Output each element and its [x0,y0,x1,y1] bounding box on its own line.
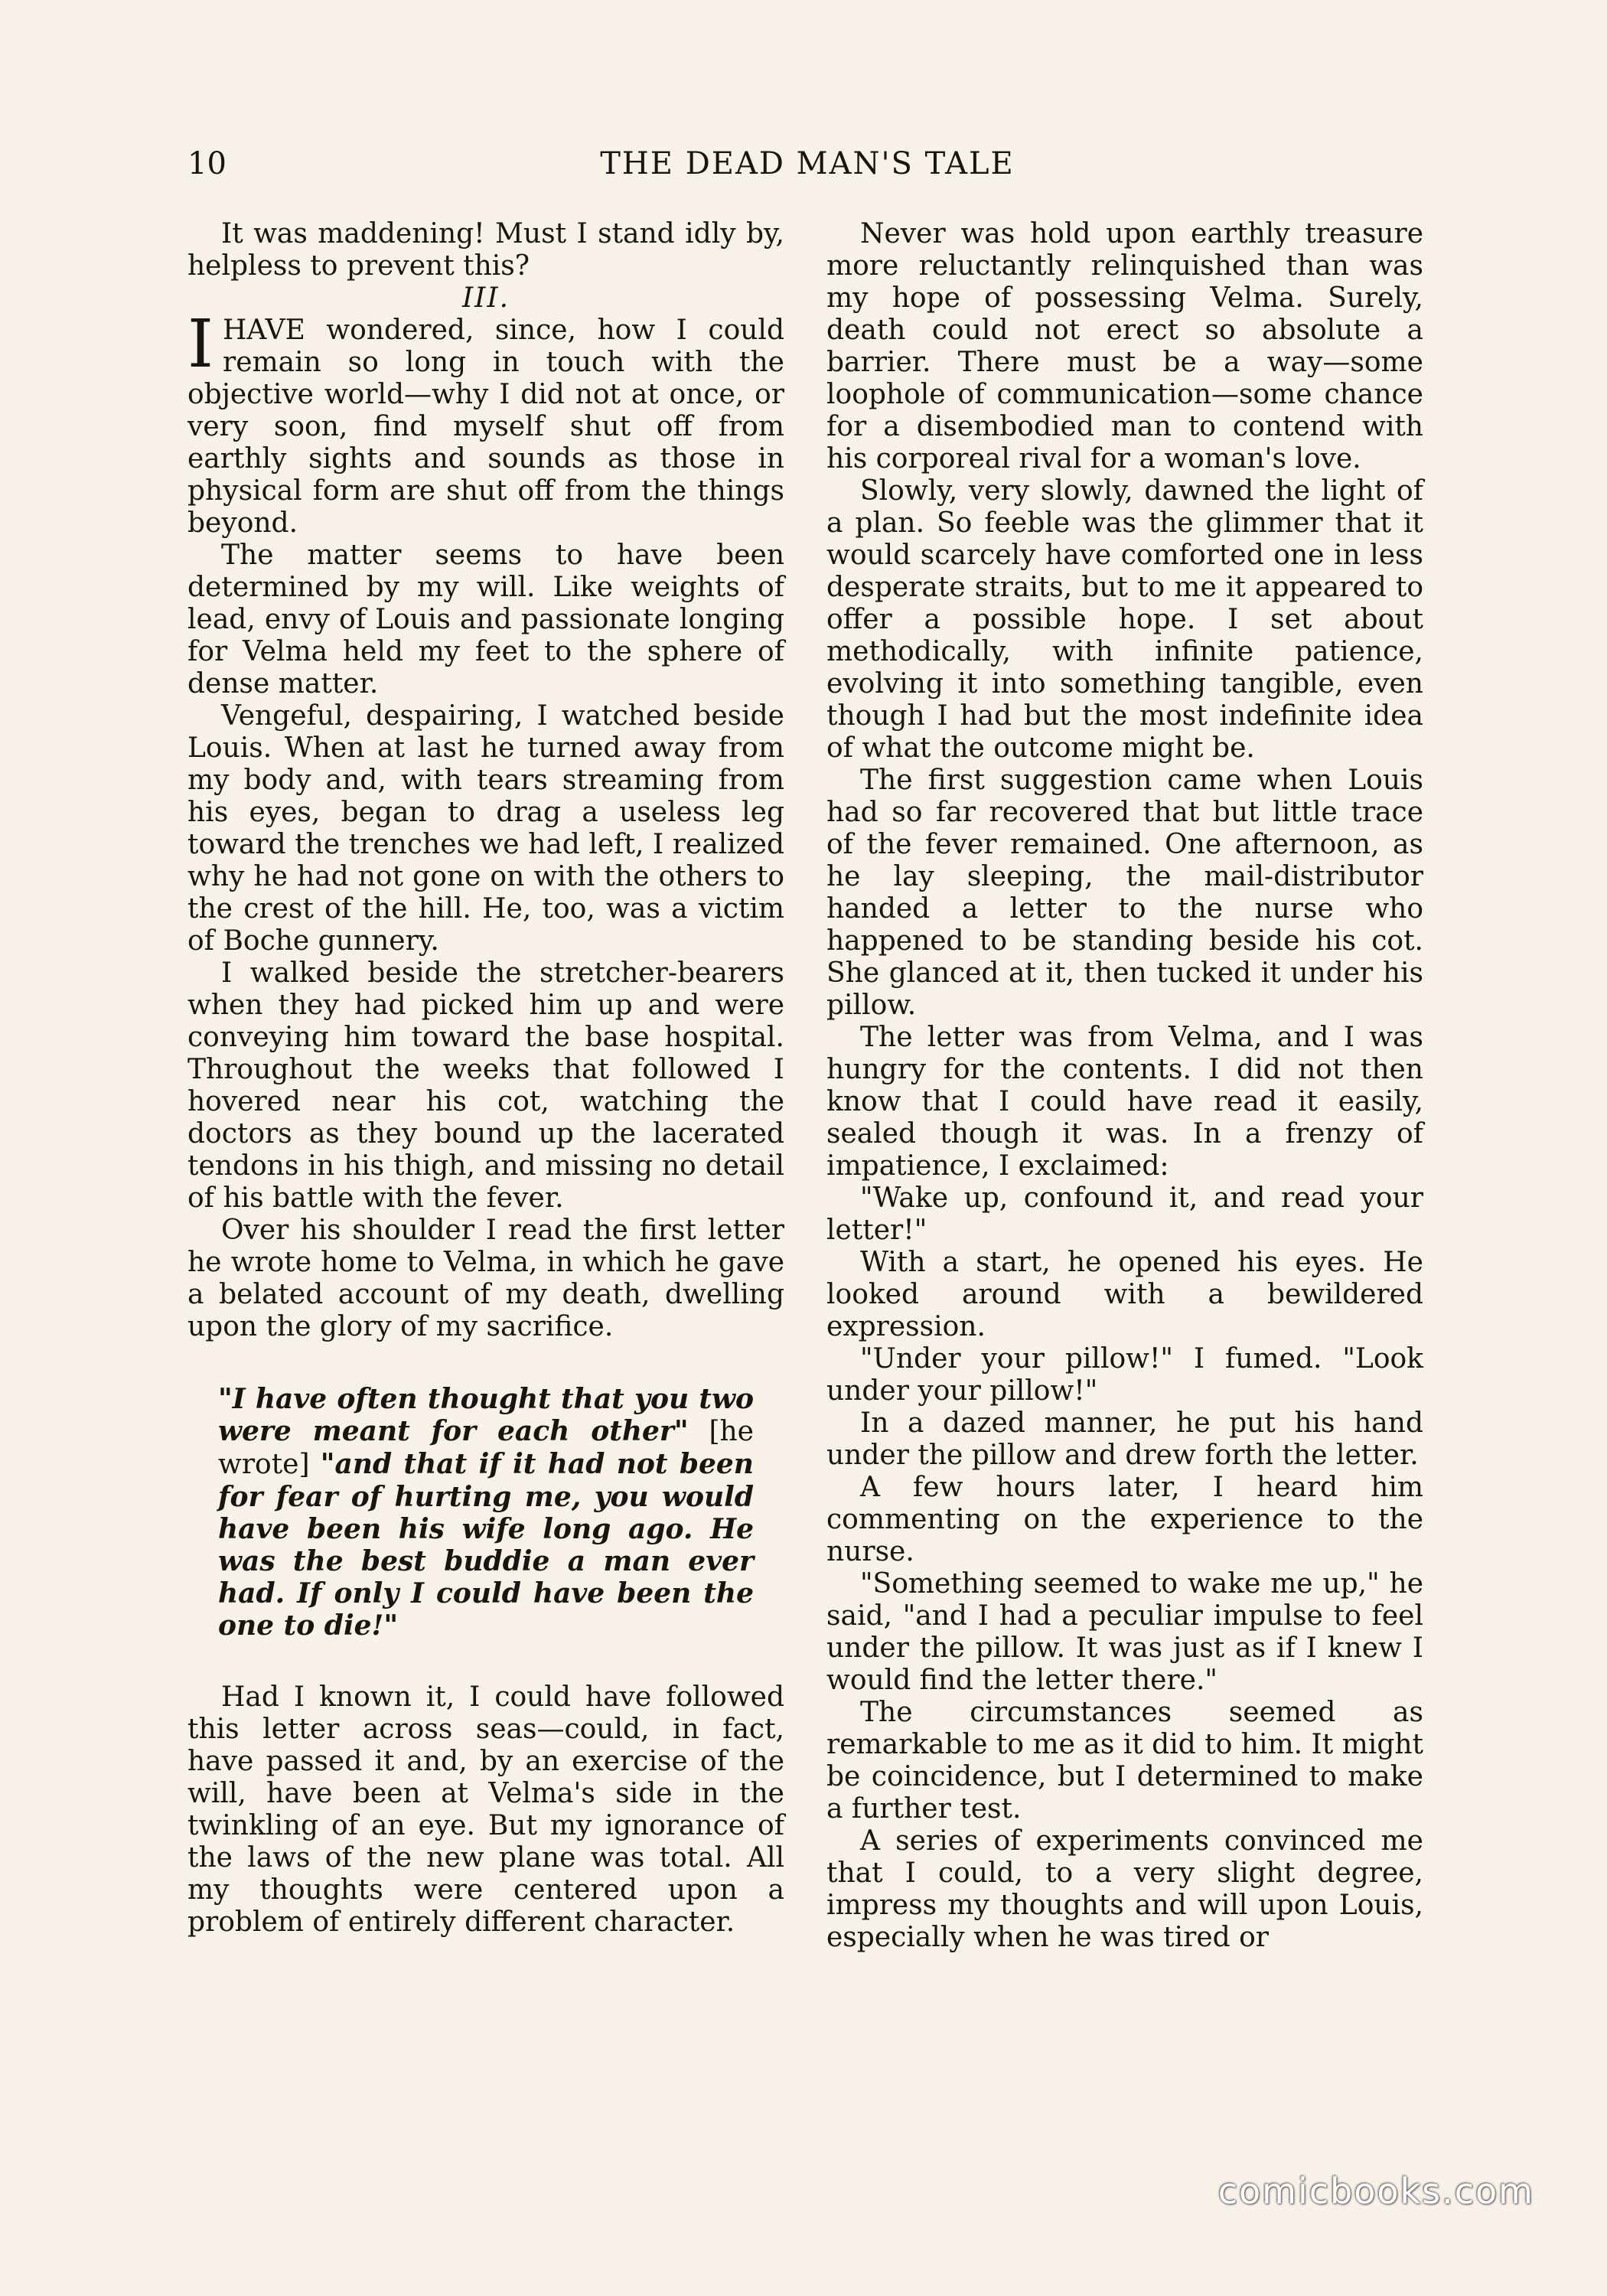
right-paragraph-12: A series of experiments convinced me that I could, to a very slight degree, impress my thoughts and will upon Louis, especially when he was tired or [826,1825,1423,1953]
quote-part-1: "I have often thought that you two were meant for each other" [218,1383,754,1447]
left-paragraph-7: Had I known it, I could have followed this letter across seas—could, in fact, have passed it and, by an exercise of the will, have been at Velma's side in the twinkling of an eye. But my ignorance of the laws of the new plane was total. All my thoughts were centered upon a problem of entirely different character. [187,1681,784,1938]
page-number: 10 [187,146,227,181]
right-paragraph-7: "Under your pillow!" I fumed. "Look under your pillow!" [826,1343,1423,1407]
quote-part-2: "and that if it had not been for fear of hurting me, you would have been his wife long ago. He was the best buddie a man ever had. If only I could have been the one to die!" [218,1448,754,1642]
right-paragraph-9: A few hours later, I heard him commenting on the experience to the nurse. [826,1472,1423,1567]
letter-quote [218,1383,754,1642]
left-paragraph-2-text: HAVE wondered, since, how I could remain so long in touch with the objective world—why I did not at once, or very soon, find myself shut off from earthly sights and sounds as those in physical form are shut off from the things beyond. [187,315,784,539]
right-paragraph-1: Never was hold upon earthly treasure more reluctantly relinquished than was my hope of possessing Velma. Surely, death could not erect so absolute a barrier. There must be a way—some loophole of communication—some chance for a disembodied man to contend with his corporeal rival for a woman's love. [826,218,1423,475]
left-paragraph-2 [187,306,784,540]
right-paragraph-11: The circumstances seemed as remarkable to me as it did to him. It might be coincidence, but I determined to make a further test. [826,1697,1424,1825]
running-head: THE DEAD MAN'S TALE [600,146,1015,181]
right-paragraph-5: "Wake up, confound it, and read your letter!" [826,1182,1423,1246]
section-number: III. [461,282,510,314]
left-paragraph-5: I walked beside the stretcher-bearers when they had picked him up and were conveying him toward the base hospital. Throughout the weeks that followed I hovered near his cot, watching the doctors as they bound up the lacerated tendons in his thigh, and missing no detail of his battle with the fever. [187,957,784,1214]
drop-cap: I [187,306,214,383]
right-paragraph-4: The letter was from Velma, and I was hungry for the contents. I did not then know that I could have read it easily, sealed though it was. In a frenzy of impatience, I exclaimed: [826,1022,1423,1182]
page-header [187,145,1427,191]
left-paragraph-1: It was maddening! Must I stand idly by, helpless to prevent this? [187,218,784,282]
left-paragraph-3: The matter seems to have been determined by my will. Like weights of lead, envy of Louis and passionate longing for Velma held my feet to the sphere of dense matter. [187,540,784,700]
right-column [826,218,1423,1954]
left-column [187,218,784,1939]
right-paragraph-2: Slowly, very slowly, dawned the light of a plan. So feeble was the glimmer that it would scarcely have comforted one in less desperate straits, but to me it appeared to offer a possible hope. I set about methodically, with infinite patience, evolving it into something tangible, even though I had but the most indefinite idea of what the outcome might be. [826,475,1423,764]
right-paragraph-3: The first suggestion came when Louis had so far recovered that but little trace of the fever remained. One afternoon, as he lay sleeping, the mail-distributor handed a letter to the nurse who happened to be standing beside his cot. She glanced at it, then tucked it under his pillow. [826,765,1423,1021]
watermark: comicbooks.com [1217,2170,1534,2212]
right-paragraph-10: "Something seemed to wake me up," he said, "and I had a peculiar impulse to feel under the pillow. It was just as if I knew I would find the letter there." [826,1568,1423,1696]
left-paragraph-4: Vengeful, despairing, I watched beside Louis. When at last he turned away from my body and, with tears streaming from his eyes, began to drag a useless leg toward the trenches we had left, I realized why he had not gone on with the others to the crest of the hill. He, too, was a victim of Boche gunnery. [187,700,784,957]
quote-attribution: [he wrote] [218,1416,754,1480]
right-paragraph-6: With a start, he opened his eyes. He looked around with a bewildered expression. [826,1247,1423,1342]
right-paragraph-8: In a dazed manner, he put his hand under the pillow and drew forth the letter. [826,1407,1423,1471]
left-paragraph-6: Over his shoulder I read the first letter he wrote home to Velma, in which he gave a belated account of my death, dwelling upon the glory of my sacrifice. [187,1215,784,1342]
